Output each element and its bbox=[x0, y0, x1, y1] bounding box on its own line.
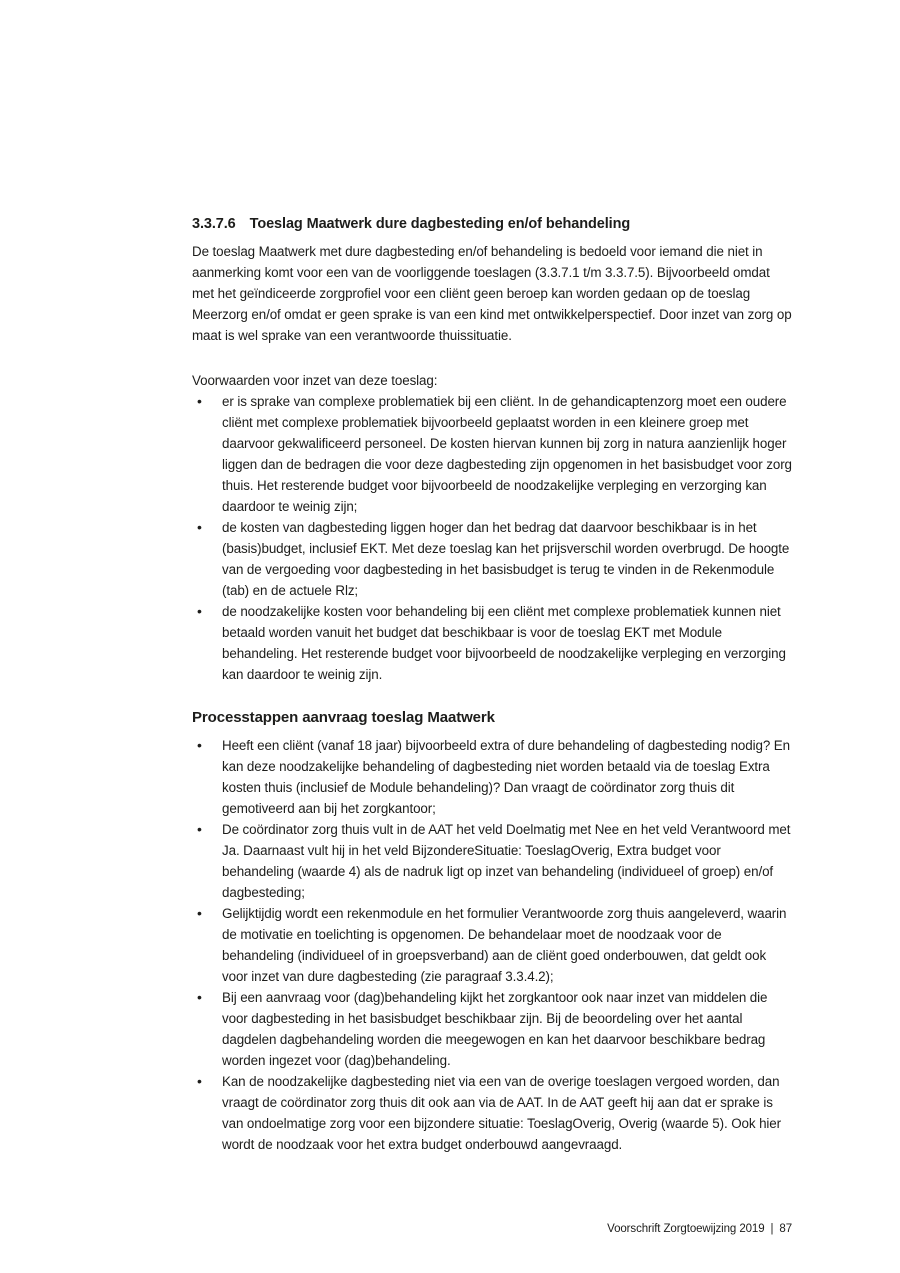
section-number: 3.3.7.6 bbox=[192, 216, 236, 232]
list-item: • Heeft een cliënt (vanaf 18 jaar) bijvoorbeeld extra of dure behandeling of dagbesteding nodig? En kan deze noodzakelijke behandeling of dagbesteding niet worden betaald via de toeslag Extra kosten thuis (inclusief de Module behandeling)? Dan vraagt de coördinator zorg thuis dit gemotiveerd aan bij het zorgkantoor; bbox=[192, 735, 793, 819]
page-content bbox=[192, 212, 793, 1155]
page-footer bbox=[607, 1222, 792, 1237]
conditions-lead: Voorwaarden voor inzet van deze toeslag: bbox=[192, 373, 438, 388]
footer-page-number: 87 bbox=[779, 1223, 792, 1235]
process-heading: Processtappen aanvraag toeslag Maatwerk bbox=[192, 709, 495, 726]
list-item: • Gelijktijdig wordt een rekenmodule en het formulier Verantwoorde zorg thuis aangeleverd, waarin de motivatie en toelichting is opgenomen. De behandelaar moet de noodzaak voor de behandeling (individueel of in groepsverband) aan de cliënt goed onderbouwen, dat geldt ook voor inzet van dure dagbesteding (zie paragraaf 3.3.4.2); bbox=[192, 903, 793, 987]
list-item: • er is sprake van complexe problematiek bij een cliënt. In de gehandicaptenzorg moet een oudere cliënt met complexe problematiek bijvoorbeeld geplaatst worden in een kleinere groep met daarvoor gekwalificeerd personeel. De kosten hiervan kunnen bij zorg in natura aanzienlijk hoger liggen dan de bedragen die voor deze dagbesteding zijn opgenomen in het basisbudget voor zorg thuis. Het resterende budget voor bijvoorbeeld de noodzakelijke verpleging en verzorging kan daardoor te weinig zijn; bbox=[192, 391, 793, 517]
list-item: • De coördinator zorg thuis vult in de AAT het veld Doelmatig met Nee en het veld Verantwoord met Ja. Daarnaast vult hij in het veld BijzondereSituatie: ToeslagOverig, Extra budget voor behandeling (waarde 4) als de nadruk ligt op inzet van behandeling (individueel of groep) en/of dagbesteding; bbox=[192, 819, 793, 903]
footer-separator: | bbox=[770, 1223, 774, 1235]
list-item: • Bij een aanvraag voor (dag)behandeling kijkt het zorgkantoor ook naar inzet van middelen die voor dagbesteding in het basisbudget beschikbaar zijn. Bij de beoordeling over het aantal dagdelen dagbehandeling worden die meegewogen en kan het daarvoor beschikbare bedrag worden ingezet voor (dag)behandeling. bbox=[192, 987, 793, 1071]
conditions-list bbox=[192, 391, 793, 685]
list-item: • Kan de noodzakelijke dagbesteding niet via een van de overige toeslagen vergoed worden, dan vraagt de coördinator zorg thuis dit ook aan via de AAT. In de AAT geeft hij aan dat er sprake is van ondoelmatige zorg voor een bijzondere situatie: ToeslagOverig, Overig (waarde 5). Ook hier wordt de noodzaak voor het extra budget onderbouwd aangevraagd. bbox=[192, 1071, 793, 1155]
list-item: • de noodzakelijke kosten voor behandeling bij een cliënt met complexe problematiek kunnen niet betaald worden vanuit het budget dat beschikbaar is voor de toeslag EKT met Module behandeling. Het resterende budget voor bijvoorbeeld de noodzakelijke verpleging en verzorging kan daardoor te weinig zijn. bbox=[192, 601, 793, 685]
section-heading bbox=[192, 212, 793, 236]
list-item: • de kosten van dagbesteding liggen hoger dan het bedrag dat daarvoor beschikbaar is in het (basis)budget, inclusief EKT. Met deze toeslag kan het prijsverschil worden overbrugd. De hoogte van de vergoeding voor dagbesteding in het basisbudget is terug te vinden in de Rekenmodule (tab) en de actuele Rlz; bbox=[192, 517, 793, 601]
section-intro-paragraph: De toeslag Maatwerk met dure dagbesteding en/of behandeling is bedoeld voor iemand die niet in aanmerking komt voor een van de voorliggende toeslagen (3.3.7.1 t/m 3.3.7.5). Bijvoorbeeld omdat met het geïndiceerde zorgprofiel voor een cliënt geen beroep kan worden gedaan op de toeslag Meerzorg en/of omdat er geen sprake is van een kind met ontwikkelperspectief. Door inzet van zorg op maat is wel sprake van een verantwoorde thuissituatie. bbox=[192, 244, 792, 343]
section-title: Toeslag Maatwerk dure dagbesteding en/of behandeling bbox=[249, 216, 631, 232]
process-list bbox=[192, 735, 793, 1155]
footer-doc-title: Voorschrift Zorgtoewijzing 2019 bbox=[607, 1223, 765, 1235]
